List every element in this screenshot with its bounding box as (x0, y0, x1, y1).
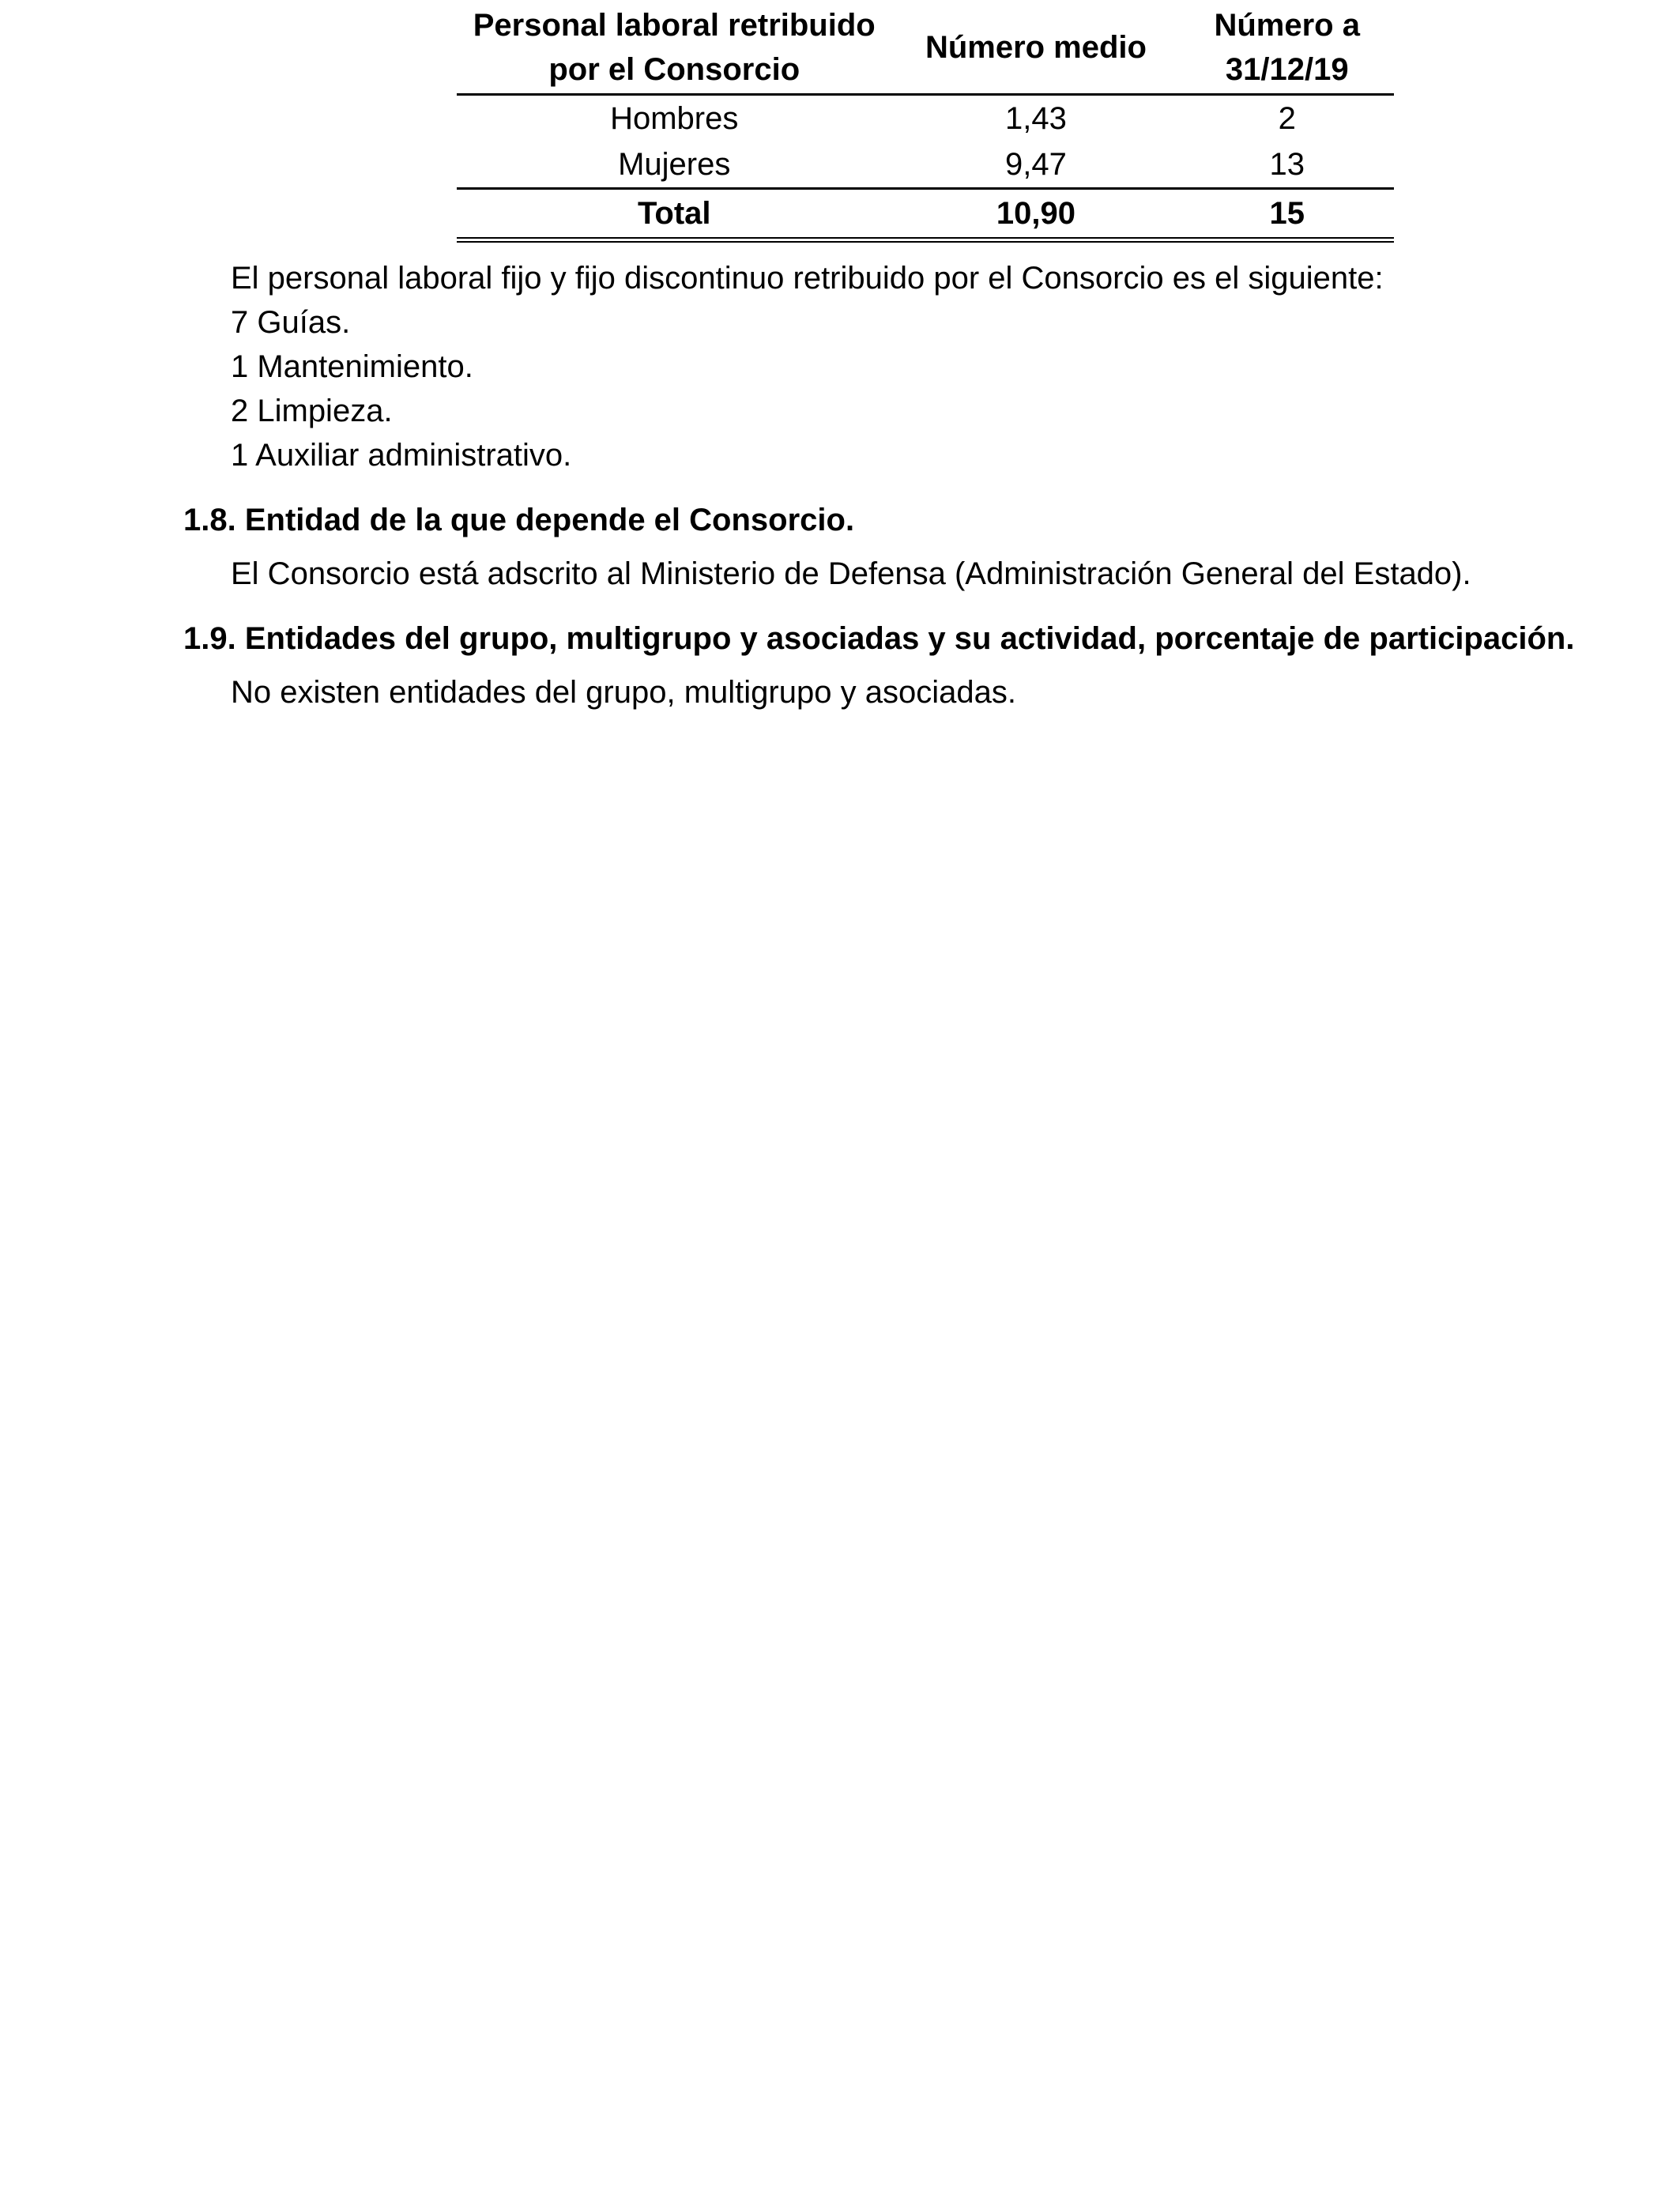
staff-item-mantenimiento: 1 Mantenimiento. (231, 349, 473, 384)
header-numero-fecha-line2: 31/12/19 (1225, 52, 1349, 87)
row-label: Mujeres (618, 147, 731, 182)
row-label: Hombres (610, 101, 739, 136)
row-medio: 1,43 (1005, 101, 1067, 136)
row-medio: 9,47 (1005, 147, 1067, 182)
staff-item-guias: 7 Guías. (231, 305, 351, 340)
section-1-8-heading: 1.8. Entidad de la que depende el Consorcio. (183, 503, 855, 537)
section-1-9-heading: 1.9. Entidades del grupo, multigrupo y asociadas y su actividad, porcentaje de participación. (183, 621, 1575, 656)
total-label: Total (457, 189, 891, 240)
section-1-9-text: No existen entidades del grupo, multigrupo y asociadas. (231, 675, 1016, 710)
staff-table (457, 0, 1394, 243)
table-header-row (457, 0, 1394, 95)
section-1-8-text: El Consorcio está adscrito al Ministerio de Defensa (Administración General del Estado). (231, 556, 1471, 591)
total-numero: 15 (1180, 189, 1394, 240)
table-row (457, 95, 1394, 142)
row-numero: 13 (1269, 147, 1305, 182)
table-row (457, 141, 1394, 189)
header-numero-fecha-line1: Número a (1214, 8, 1360, 43)
staff-intro: El personal laboral fijo y fijo discontinuo retribuido por el Consorcio es el siguiente: (231, 261, 1384, 296)
staff-item-auxiliar: 1 Auxiliar administrativo. (231, 438, 572, 473)
header-personal-line1: Personal laboral retribuido (473, 8, 876, 43)
header-personal-line2: por el Consorcio (548, 52, 800, 87)
table-total-row (457, 189, 1394, 240)
header-personal (457, 0, 891, 95)
staff-item-limpieza: 2 Limpieza. (231, 394, 393, 428)
total-medio: 10,90 (891, 189, 1180, 240)
row-numero: 2 (1278, 101, 1296, 136)
header-numero-fecha (1180, 0, 1394, 95)
header-numero-medio: Número medio (891, 0, 1180, 95)
